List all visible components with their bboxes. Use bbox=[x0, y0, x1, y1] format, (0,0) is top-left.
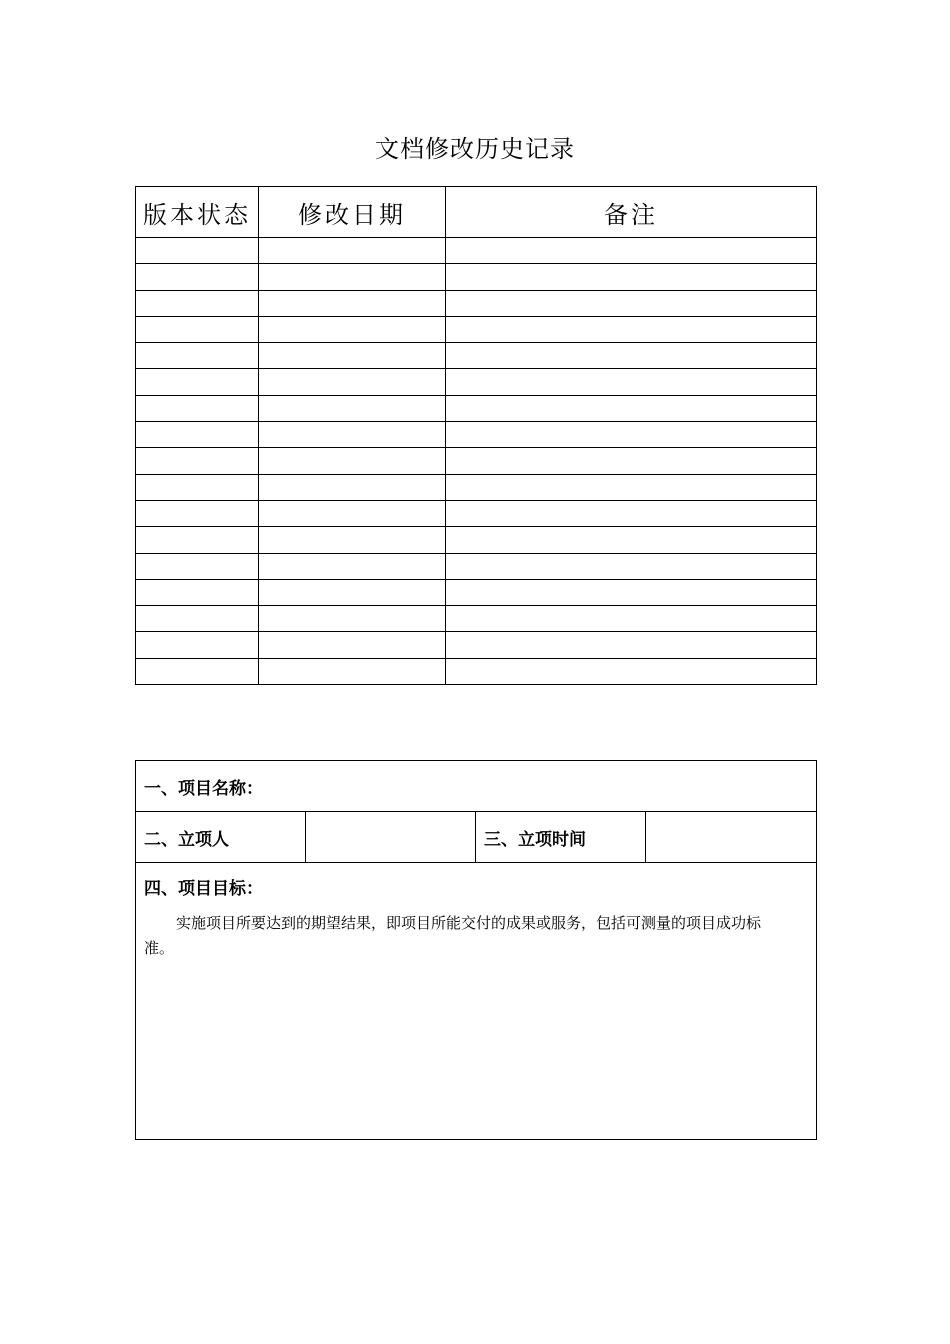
table-row bbox=[136, 290, 817, 316]
history-table-body bbox=[136, 238, 817, 685]
modified-date-cell[interactable] bbox=[259, 395, 446, 421]
table-row bbox=[136, 527, 817, 553]
remarks-cell[interactable] bbox=[446, 316, 817, 342]
version-status-cell[interactable] bbox=[136, 527, 259, 553]
version-status-cell[interactable] bbox=[136, 290, 259, 316]
initiator-label: 二、立项人 bbox=[136, 812, 306, 863]
version-status-cell[interactable] bbox=[136, 500, 259, 526]
version-status-cell[interactable] bbox=[136, 422, 259, 448]
project-name-label[interactable]: 一、项目名称： bbox=[136, 761, 817, 812]
version-status-cell[interactable] bbox=[136, 474, 259, 500]
table-row bbox=[136, 395, 817, 421]
table-row bbox=[136, 422, 817, 448]
table-row bbox=[136, 658, 817, 684]
version-status-cell[interactable] bbox=[136, 579, 259, 605]
remarks-cell[interactable] bbox=[446, 632, 817, 658]
table-header-row bbox=[136, 187, 817, 238]
initiator-field[interactable] bbox=[306, 812, 476, 863]
table-row bbox=[136, 316, 817, 342]
table-row bbox=[136, 264, 817, 290]
remarks-cell[interactable] bbox=[446, 448, 817, 474]
remarks-cell[interactable] bbox=[446, 579, 817, 605]
remarks-cell[interactable] bbox=[446, 395, 817, 421]
version-status-cell[interactable] bbox=[136, 369, 259, 395]
modified-date-cell[interactable] bbox=[259, 553, 446, 579]
project-info-table bbox=[135, 760, 817, 1140]
remarks-cell[interactable] bbox=[446, 606, 817, 632]
version-status-cell[interactable] bbox=[136, 448, 259, 474]
remarks-cell[interactable] bbox=[446, 369, 817, 395]
start-time-field[interactable] bbox=[646, 812, 817, 863]
remarks-cell[interactable] bbox=[446, 527, 817, 553]
version-status-cell[interactable] bbox=[136, 606, 259, 632]
revision-history-table bbox=[135, 186, 817, 685]
column-header-modified-date: 修改日期 bbox=[259, 187, 446, 238]
remarks-cell[interactable] bbox=[446, 238, 817, 264]
table-row bbox=[136, 343, 817, 369]
table-row bbox=[136, 632, 817, 658]
project-goal-cell[interactable] bbox=[136, 863, 817, 1140]
modified-date-cell[interactable] bbox=[259, 579, 446, 605]
modified-date-cell[interactable] bbox=[259, 527, 446, 553]
modified-date-cell[interactable] bbox=[259, 238, 446, 264]
version-status-cell[interactable] bbox=[136, 343, 259, 369]
table-row bbox=[136, 606, 817, 632]
version-status-cell[interactable] bbox=[136, 553, 259, 579]
remarks-cell[interactable] bbox=[446, 474, 817, 500]
table-row bbox=[136, 500, 817, 526]
modified-date-cell[interactable] bbox=[259, 474, 446, 500]
table-row bbox=[136, 238, 817, 264]
remarks-cell[interactable] bbox=[446, 422, 817, 448]
modified-date-cell[interactable] bbox=[259, 658, 446, 684]
project-goal-text: 实施项目所要达到的期望结果，即项目所能交付的成果或服务，包括可测量的项目成功标准。 bbox=[144, 914, 762, 957]
version-status-cell[interactable] bbox=[136, 238, 259, 264]
table-row bbox=[136, 553, 817, 579]
modified-date-cell[interactable] bbox=[259, 448, 446, 474]
version-status-cell[interactable] bbox=[136, 632, 259, 658]
version-status-cell[interactable] bbox=[136, 264, 259, 290]
version-status-cell[interactable] bbox=[136, 395, 259, 421]
table-row bbox=[136, 448, 817, 474]
modified-date-cell[interactable] bbox=[259, 316, 446, 342]
modified-date-cell[interactable] bbox=[259, 500, 446, 526]
project-initiation-row bbox=[136, 812, 817, 863]
modified-date-cell[interactable] bbox=[259, 264, 446, 290]
column-header-version-status: 版本状态 bbox=[136, 187, 259, 238]
project-goal-row bbox=[136, 863, 817, 1140]
modified-date-cell[interactable] bbox=[259, 606, 446, 632]
modified-date-cell[interactable] bbox=[259, 632, 446, 658]
remarks-cell[interactable] bbox=[446, 553, 817, 579]
column-header-remarks: 备注 bbox=[446, 187, 817, 238]
remarks-cell[interactable] bbox=[446, 290, 817, 316]
project-goal-label: 四、项目目标： bbox=[144, 879, 263, 899]
modified-date-cell[interactable] bbox=[259, 369, 446, 395]
modified-date-cell[interactable] bbox=[259, 290, 446, 316]
table-row bbox=[136, 369, 817, 395]
version-status-cell[interactable] bbox=[136, 316, 259, 342]
remarks-cell[interactable] bbox=[446, 500, 817, 526]
project-name-row bbox=[136, 761, 817, 812]
remarks-cell[interactable] bbox=[446, 343, 817, 369]
modified-date-cell[interactable] bbox=[259, 343, 446, 369]
modified-date-cell[interactable] bbox=[259, 422, 446, 448]
version-status-cell[interactable] bbox=[136, 658, 259, 684]
table-row bbox=[136, 579, 817, 605]
table-row bbox=[136, 474, 817, 500]
remarks-cell[interactable] bbox=[446, 264, 817, 290]
remarks-cell[interactable] bbox=[446, 658, 817, 684]
page-title: 文档修改历史记录 bbox=[375, 135, 575, 163]
start-time-label: 三、立项时间 bbox=[476, 812, 646, 863]
